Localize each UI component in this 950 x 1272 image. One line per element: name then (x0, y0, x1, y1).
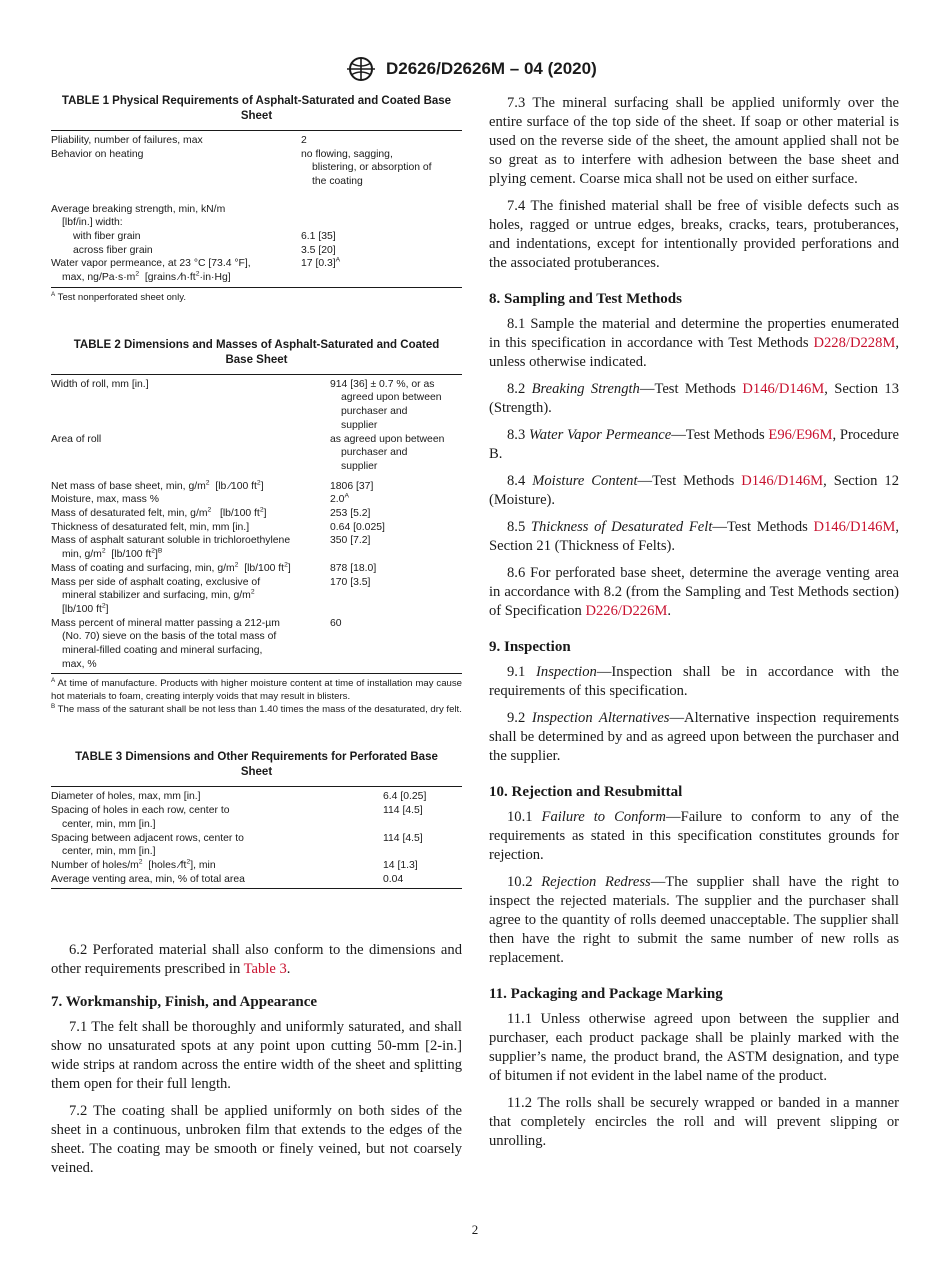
table-cell: Pliability, number of failures, max (51, 135, 203, 146)
superscript: 2 (250, 588, 255, 596)
footnote-ref: B (157, 547, 163, 555)
cell-line (51, 589, 330, 603)
table-cell: 6.1 [35] (301, 230, 336, 242)
table-cell (51, 507, 330, 521)
table-row (51, 617, 462, 674)
table-cell: 253 [5.2] (330, 508, 371, 520)
table-cell: 14 [1.3] (383, 860, 418, 871)
text-run: [lb ⁄100 ft (209, 480, 257, 492)
italic-term: Breaking Strength (531, 381, 640, 397)
table-row (51, 521, 462, 535)
cell-line: Water vapor permeance, at 23 °C [73.4 °F], (51, 258, 251, 270)
text-run: . (286, 961, 291, 978)
cell-line: Spacing between adjacent rows, center to (51, 832, 244, 844)
cell-line: the coating (312, 176, 363, 188)
table-cell (301, 257, 462, 287)
page-number: 2 (471, 1222, 479, 1237)
text-run: , Section 13 (Strength). (489, 381, 899, 416)
cell-line: max, % (62, 658, 97, 670)
table-cell (51, 230, 301, 244)
text-run: ] (287, 562, 291, 574)
table-row (51, 474, 462, 494)
cell-line: Mass percent of mineral matter passing a 212-µm (51, 617, 280, 629)
cell-line: agreed upon between (341, 392, 442, 404)
text-run: 9.1 (507, 664, 537, 680)
cell-line (51, 271, 301, 285)
section-7-heading: 7. Workmanship, Finish, and Appearance (51, 994, 318, 1011)
paragraph-8-3 (489, 426, 899, 464)
table-2 (51, 338, 462, 717)
right-column (489, 94, 899, 1151)
cell-line: blistering, or absorption of (312, 162, 432, 174)
text-run: , Procedure B. (489, 427, 899, 462)
table-row (51, 873, 462, 889)
text-run: 10.2 (507, 874, 542, 890)
footnote-mark: A (51, 290, 56, 298)
text-run: 17 [0.3] (301, 258, 336, 270)
text-run: ] (260, 480, 264, 492)
text-run: [lb/100 ft (62, 603, 102, 615)
table-cell: 170 [3.5] (330, 576, 371, 588)
paragraph-7-3: 7.3 The mineral surfacing shall be applied uniformly over the entire surface of the top side of the sheet. If soap or other material is used on the reverse side of the sheet, the amount applied shall not be so great as to interfere with adhesion between the base sheet and plying cement. Coarse mica shall not be used on either surface. (489, 95, 899, 187)
table-cell: Area of roll (51, 433, 102, 445)
table-3-title: TABLE 3 Dimensions and Other Requirements for Perforated Base Sheet (75, 751, 438, 779)
text-run: , unless otherwise indicated. (489, 335, 899, 370)
text-run: [lb/100 ft (105, 549, 152, 561)
cell-line (51, 603, 330, 617)
paragraph-6-2 (51, 941, 462, 979)
text-run: . (667, 603, 671, 619)
text-run: 8.3 (507, 427, 529, 443)
text-run: —The supplier shall have the right to inspect the rejected materials. The supplier and the purchaser shall agree to the quantity of rolls deemed unacceptable. The supplier shall then have the right to submit the same number of new rolls as replacement. (489, 874, 900, 966)
table-cell (330, 433, 462, 474)
text-run: ] (155, 549, 158, 561)
cell-line: 914 [36] ± 0.7 %, or as (330, 378, 435, 390)
cell-line: no flowing, sagging, (301, 148, 393, 160)
d226-link[interactable]: D226/D226M (585, 603, 668, 619)
paragraph-9-2 (489, 709, 899, 766)
paragraph-8-1 (489, 315, 899, 372)
table-1-footnote (51, 291, 462, 304)
table-cell (51, 832, 383, 859)
italic-term: Inspection (536, 664, 597, 680)
italic-term: Water Vapor Permeance (528, 427, 672, 443)
table-cell (301, 148, 462, 189)
cell-line: [lbf/in.] width: (62, 217, 123, 229)
superscript: 2 (135, 270, 140, 278)
table-cell (330, 374, 462, 432)
superscript: 2 (101, 547, 106, 555)
table-3-link[interactable]: Table 3 (243, 961, 287, 978)
paragraph-10-2 (489, 873, 899, 968)
table-cell (301, 189, 462, 230)
left-column (51, 94, 462, 1178)
cell-line: Average breaking strength, min, kN/m (51, 203, 226, 215)
table-cell: 114 [4.5] (383, 832, 423, 844)
superscript: 2 (138, 858, 143, 866)
text-run: Mass of desaturated felt, min, g/m (51, 508, 208, 520)
cell-line: center, min, mm [in.] (62, 846, 156, 858)
table-cell (51, 576, 330, 617)
footnote-text: At time of manufacture. Products with higher moisture content at time of installation may cause hot materials to foam, creating interply voids that may result in blisters. (51, 678, 462, 703)
table-row (51, 562, 462, 576)
table-row (51, 832, 462, 859)
cell-line: purchaser and (341, 447, 408, 459)
text-run: min, g/m (62, 549, 102, 561)
text-run: , Section 12 (Moisture). (489, 473, 900, 508)
italic-term: Failure to Conform (541, 809, 666, 825)
table-row (51, 244, 462, 258)
table-row (51, 534, 462, 561)
superscript: 2 (256, 479, 261, 487)
table-cell (51, 534, 330, 561)
table-cell (51, 474, 330, 494)
text-run: ·in·Hg] (199, 272, 231, 284)
d146-link[interactable]: D146/D146M (742, 381, 825, 397)
table-cell (51, 562, 330, 576)
italic-term: Thickness of Desaturated Felt (530, 519, 713, 535)
text-run: ], min (190, 860, 216, 871)
paragraph-7-1: 7.1 The felt shall be thoroughly and uniformly saturated, and shall show no unsaturated spots at any point upon cutting 50-mm [2-in.] wide strips at random across the entire width of the sheet and splitting them open for their full length. (51, 1019, 462, 1093)
superscript: 2 (207, 506, 212, 514)
table-row (51, 787, 462, 804)
d146-link[interactable]: D146/D146M (741, 473, 824, 489)
text-run: Net mass of base sheet, min, g/m (51, 480, 206, 492)
superscript: 2 (186, 858, 191, 866)
text-run: ] (105, 603, 109, 615)
text-run: [holes ⁄ft (142, 860, 187, 871)
cell-line: mineral-filled coating and mineral surfacing, (62, 645, 263, 657)
text-run: max, ng/Pa·s·m (62, 272, 136, 284)
section-10-heading: 10. Rejection and Resubmittal (489, 784, 683, 800)
italic-term: Rejection Redress (541, 874, 651, 890)
table-cell: 114 [4.5] (383, 805, 423, 817)
paragraph-11-1: 11.1 Unless otherwise agreed upon between the supplier and purchaser, each product package shall be plainly marked with the supplier’s name, the product brand, the ASTM designation, and type of bitumen if not evident in the label name of the product. (489, 1011, 899, 1084)
paragraph-10-1 (489, 808, 899, 865)
table-row (51, 189, 462, 230)
table-cell (330, 493, 462, 507)
table-row (51, 493, 462, 507)
table-2-footnote-a (51, 677, 462, 703)
footnote-ref: A (335, 256, 341, 264)
cell-line (51, 548, 330, 562)
footnote-mark: A (51, 677, 56, 685)
table-cell (51, 244, 301, 258)
text-run: 8.6 For perforated base sheet, determine the average venting area in accordance with 8.2 (from the Sampling and Test Methods section) of Specification (489, 565, 899, 619)
table-2-footnote-b (51, 703, 462, 716)
text-run: Mass of coating and surfacing, min, g/m (51, 562, 235, 574)
cell-line: supplier (341, 419, 378, 431)
e96-link[interactable]: E96/E96M (768, 427, 833, 443)
d228-link[interactable]: D228/D228M (813, 335, 896, 351)
text-run: [lb/100 ft (211, 508, 260, 520)
text-run: —Inspection shall be in accordance with the requirements of this specification. (489, 664, 899, 699)
paragraph-8-6 (489, 564, 899, 621)
table-row (51, 131, 462, 148)
superscript: 2 (284, 561, 288, 569)
table-cell: 0.04 (383, 873, 404, 885)
paragraph-11-2: 11.2 The rolls shall be securely wrapped or banded in a manner that completely encircles the roll and will prevent slipping or unrolling. (489, 1095, 899, 1149)
cell-line: with fiber grain (73, 230, 141, 242)
table-row (51, 148, 462, 189)
table-1 (51, 94, 462, 304)
italic-term: Inspection Alternatives (531, 710, 670, 726)
text-run: 8.1 Sample the material and determine the properties enumerated in this specification in accordance with Test Methods (489, 316, 899, 351)
table-cell (51, 257, 301, 287)
footnote-text: Test nonperforated sheet only. (55, 291, 187, 303)
table-cell: Width of roll, mm [in.] (51, 378, 149, 390)
cell-line: Mass of asphalt saturant soluble in trichloroethylene (51, 535, 291, 547)
text-run: —Test Methods (637, 473, 742, 489)
table-cell: 878 [18.0] (330, 562, 377, 574)
table-2-grid (51, 374, 462, 675)
cell-line: as agreed upon between (330, 433, 445, 445)
table-cell: Moisture, max, mass % (51, 494, 159, 506)
table-row (51, 374, 462, 432)
table-cell (51, 617, 330, 674)
document-designation: D2626/D2626M – 04 (2020) (386, 59, 597, 78)
table-cell: Thickness of desaturated felt, min, mm [in.] (51, 521, 250, 533)
text-run: 8.2 (507, 381, 532, 397)
section-11-heading: 11. Packaging and Package Marking (489, 986, 723, 1002)
superscript: 2 (234, 561, 239, 569)
cell-line: Spacing of holes in each row, center to (51, 805, 230, 817)
cell-line: across fiber grain (73, 244, 153, 256)
italic-term: Moisture Content (532, 473, 638, 489)
text-run: [lb/100 ft (238, 562, 285, 574)
table-row (51, 804, 462, 831)
table-3 (51, 750, 462, 889)
text-run: 8.5 (507, 519, 531, 535)
superscript: 2 (259, 506, 264, 514)
section-9-heading: 9. Inspection (489, 639, 571, 655)
text-run: , Section 21 (Thickness of Felts). (489, 519, 900, 554)
text-run: [grains ⁄h·ft (139, 272, 196, 284)
table-cell: Behavior on heating (51, 148, 144, 160)
astm-logo-icon (343, 57, 379, 81)
table-1-title: TABLE 1 Physical Requirements of Asphalt-Saturated and Coated Base Sheet (61, 95, 452, 122)
superscript: 2 (151, 547, 156, 555)
text-run: —Test Methods (639, 381, 743, 397)
text-run: 8.4 (507, 473, 533, 489)
table-cell: 2 (301, 135, 307, 146)
cell-line: center, min, mm [in.] (62, 818, 156, 830)
table-cell: Average venting area, min, % of total area (51, 873, 245, 885)
text-run: Number of holes/m (51, 860, 139, 871)
paragraph-7-2: 7.2 The coating shall be applied uniformly on both sides of the sheet in a continuous, unbroken film that extends to the edges of the sheet. The coating may be smooth or finely veined, but not coarsely veined. (51, 1103, 462, 1177)
table-row (51, 859, 462, 873)
text-run: —Test Methods (671, 427, 769, 443)
table-cell: 60 (330, 617, 342, 629)
table-cell: 6.4 [0.25] (383, 791, 427, 803)
text-run: mineral stabilizer and surfacing, min, g/m (62, 590, 251, 602)
table-cell (51, 804, 383, 831)
table-cell (51, 859, 383, 873)
paragraph-8-5 (489, 518, 899, 556)
footnote-ref: A (344, 492, 349, 500)
table-cell (51, 189, 301, 230)
cell-line: Mass per side of asphalt coating, exclusive of (51, 576, 261, 588)
table-cell: 0.64 [0.025] (330, 521, 385, 533)
footnote-mark: B (51, 703, 56, 711)
table-cell: Diameter of holes, max, mm [in.] (51, 791, 201, 803)
paragraph-8-2 (489, 380, 899, 418)
text-run: —Alternative inspection requirements shall be determined by and as agreed upon between the purchaser and the supplier. (489, 710, 900, 764)
superscript: 2 (195, 270, 200, 278)
table-row (51, 576, 462, 617)
page-header (0, 57, 950, 81)
d146-link[interactable]: D146/D146M (813, 519, 896, 535)
table-cell: 1806 [37] (330, 480, 374, 492)
text-run: ] (263, 508, 267, 520)
cell-line: supplier (341, 460, 378, 472)
table-row (51, 230, 462, 244)
table-2-title: TABLE 2 Dimensions and Masses of Asphalt-Saturated and Coated Base Sheet (73, 338, 440, 366)
cell-line: (No. 70) sieve on the basis of the total mass of (62, 631, 277, 643)
table-row (51, 257, 462, 287)
text-run: 10.1 (507, 809, 542, 825)
table-cell: 350 [7.2] (330, 535, 371, 547)
table-3-grid (51, 786, 462, 889)
paragraph-9-1 (489, 663, 899, 701)
left-body-text (51, 941, 462, 1178)
section-8-heading: 8. Sampling and Test Methods (489, 291, 682, 307)
superscript: 2 (205, 479, 210, 487)
superscript: 2 (101, 602, 106, 610)
text-run: 6.2 Perforated material shall also conform to the dimensions and other requirements prescribed in (51, 942, 462, 978)
paragraph-8-4 (489, 472, 899, 510)
text-run: —Failure to conform to any of the requirements as stated in this specification constitutes grounds for rejection. (489, 809, 900, 863)
text-run: 2.0 (330, 494, 345, 506)
table-row (51, 433, 462, 474)
table-1-grid (51, 130, 462, 288)
table-cell: 3.5 [20] (301, 244, 336, 256)
footnote-text: The mass of the saturant shall be not less than 1.40 times the mass of the desaturated, dry felt. (55, 704, 462, 716)
paragraph-7-4: 7.4 The finished material shall be free of visible defects such as holes, ragged or untrue edges, breaks, cracks, tears, protuberances, and indentations, except for intentionally provided perforations and the associated protuberances. (489, 198, 899, 271)
cell-line: purchaser and (341, 406, 408, 418)
text-run: —Test Methods (712, 519, 814, 535)
table-row (51, 507, 462, 521)
text-run: 9.2 (507, 710, 532, 726)
